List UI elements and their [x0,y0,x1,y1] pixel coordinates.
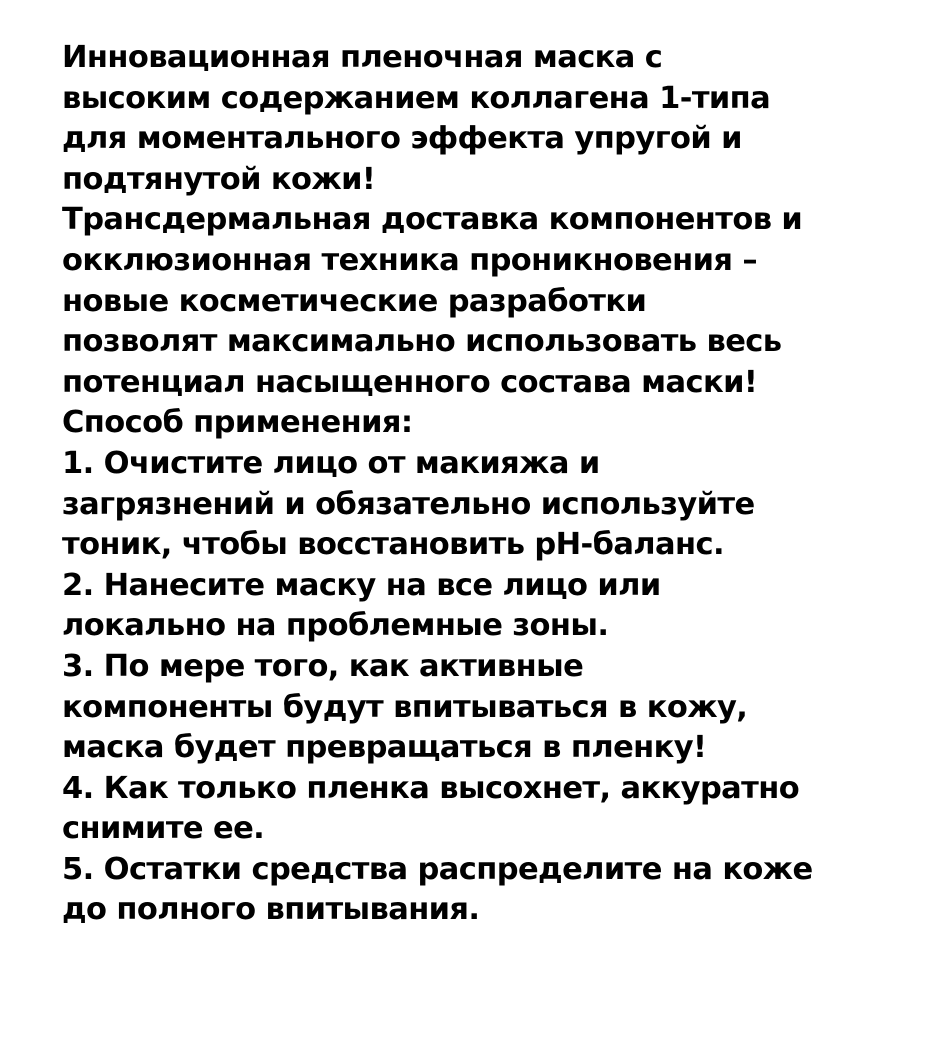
text-line: позволят максимально использовать весь [62,324,782,360]
text-line: потенциал насыщенного состава маски! [62,364,758,400]
product-description [62,38,932,931]
step-line: локально на проблемные зоны. [62,608,609,644]
usage-heading: Способ применения: [62,405,413,441]
text-line: Инновационная пленочная маска с [62,40,663,75]
step-line: 1. Очистите лицо от макияжа и [62,445,600,481]
step-line: загрязнений и обязательно используйте [62,486,755,522]
text-line: для моментального эффекта упругой и [62,121,742,157]
text-line: подтянутой кожи! [62,161,376,197]
text-line: Трансдермальная доставка компонентов и [62,202,803,238]
step-line: 2. Нанесите маску на все лицо или [62,567,661,603]
step-line: маска будет превращаться в пленку! [62,730,707,766]
step-line: тоник, чтобы восстановить pH-баланс. [62,527,724,563]
step-line: 5. Остатки средства распределите на коже [62,851,813,887]
step-line: 3. По мере того, как активные [62,648,584,684]
text-line: окклюзионная техника проникновения – [62,242,758,278]
step-line: снимите ее. [62,811,265,847]
text-line: высоким содержанием коллагена 1-типа [62,80,771,116]
step-line: компоненты будут впитываться в кожу, [62,689,748,725]
step-line: 4. Как только пленка высохнет, аккуратно [62,770,800,806]
step-line: до полного впитывания. [62,892,480,928]
text-line: новые косметические разработки [62,283,647,319]
